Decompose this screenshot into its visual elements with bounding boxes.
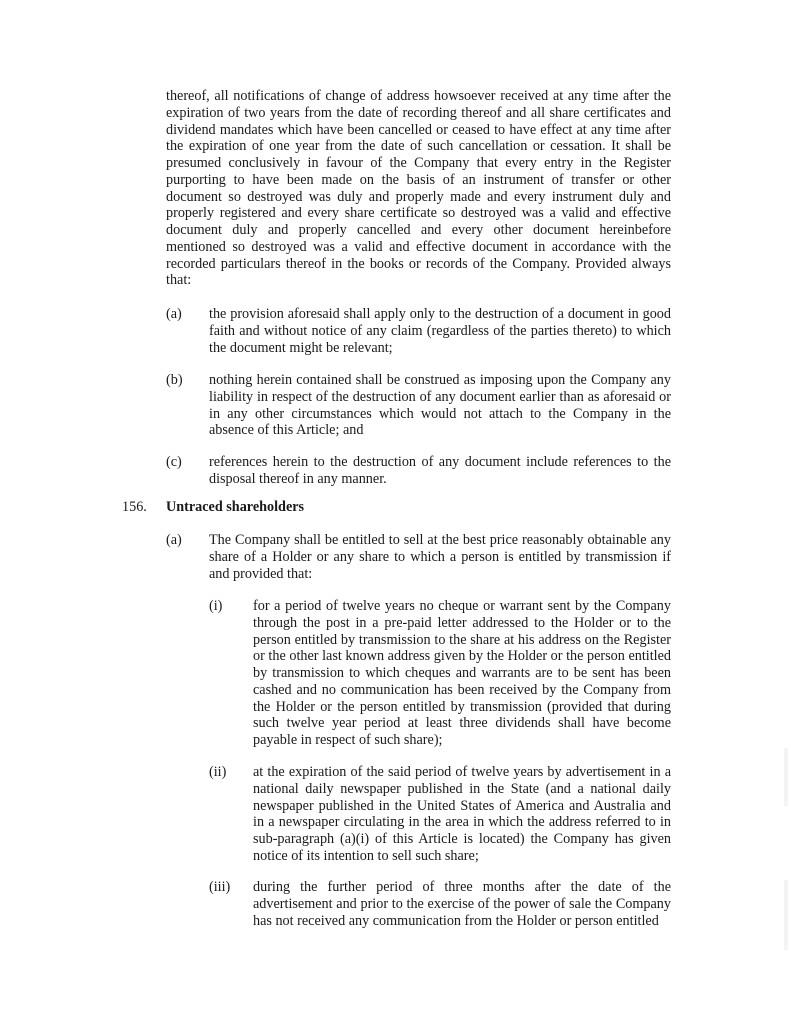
subparagraph-label: (iii) xyxy=(209,879,231,895)
proviso-label: (b) xyxy=(166,372,183,388)
scan-artifact xyxy=(784,748,788,806)
paragraph-text: The Company shall be entitled to sell at the best price reasonably obtainable any share of a Holder or any share to which a person is entitled by transmission if and provided that: xyxy=(209,532,671,582)
proviso-label: (a) xyxy=(166,306,182,322)
scan-artifact xyxy=(784,880,788,950)
proviso-text: the provision aforesaid shall apply only to the destruction of a document in good faith and without notice of any claim (regardless of the parties thereto) to which the document might be relevant; xyxy=(209,306,671,356)
subparagraph-text: for a period of twelve years no cheque or warrant sent by the Company through the post in a pre-paid letter addressed to the Holder or to the person entitled by transmission to the share at his address on the Register or the other last known address given by the Holder or the person entitled by transmission to which cheques and warrants are to be sent has been cashed and no communication has been received by the Company from the Holder or the person entitled by transmission (provided that during such twelve year period at least three dividends shall have become payable in respect of such share); xyxy=(253,598,671,748)
article-number: 156. xyxy=(122,499,147,515)
proviso-text: references herein to the destruction of any document include references to the disposal thereof in any manner. xyxy=(209,454,671,487)
proviso-text: nothing herein contained shall be construed as imposing upon the Company any liability in respect of the destruction of any document earlier than as aforesaid or in any other circumstances which would not attach to the Company in the absence of this Article; and xyxy=(209,372,671,439)
intro-paragraph: thereof, all notifications of change of address howsoever received at any time after the expiration of two years from the date of recording thereof and all share certificates and dividend mandates which have been cancelled or ceased to have effect at any time after the expiration of one year from the date of such cancellation or cessation. It shall be presumed conclusively in favour of the Company that every entry in the Register purporting to have been made on the basis of an instrument of transfer or other document so destroyed was duly and properly made and every instrument duly and properly registered and every share certificate so destroyed was a valid and effective document duly and properly cancelled and every other document hereinbefore mentioned so destroyed was a valid and effective document in accordance with the recorded particulars thereof in the books or records of the Company. Provided always that: xyxy=(166,88,671,289)
subparagraph-text: during the further period of three months after the date of the advertisement and prior to the exercise of the power of sale the Company has not received any communication from the Holder or person entitled xyxy=(253,879,671,929)
article-title: Untraced shareholders xyxy=(166,499,305,515)
subparagraph-label: (i) xyxy=(209,598,223,614)
subparagraph-label: (ii) xyxy=(209,764,227,780)
paragraph-label: (a) xyxy=(166,532,182,548)
subparagraph-text: at the expiration of the said period of twelve years by advertisement in a national daily newspaper published in the State (and a national daily newspaper published in the United States of America and Australia and in a newspaper circulating in the area in which the address referred to in sub-paragraph (a)(i) of this Article is located) the Company has given notice of its intention to sell such share; xyxy=(253,764,671,864)
proviso-label: (c) xyxy=(166,454,182,470)
